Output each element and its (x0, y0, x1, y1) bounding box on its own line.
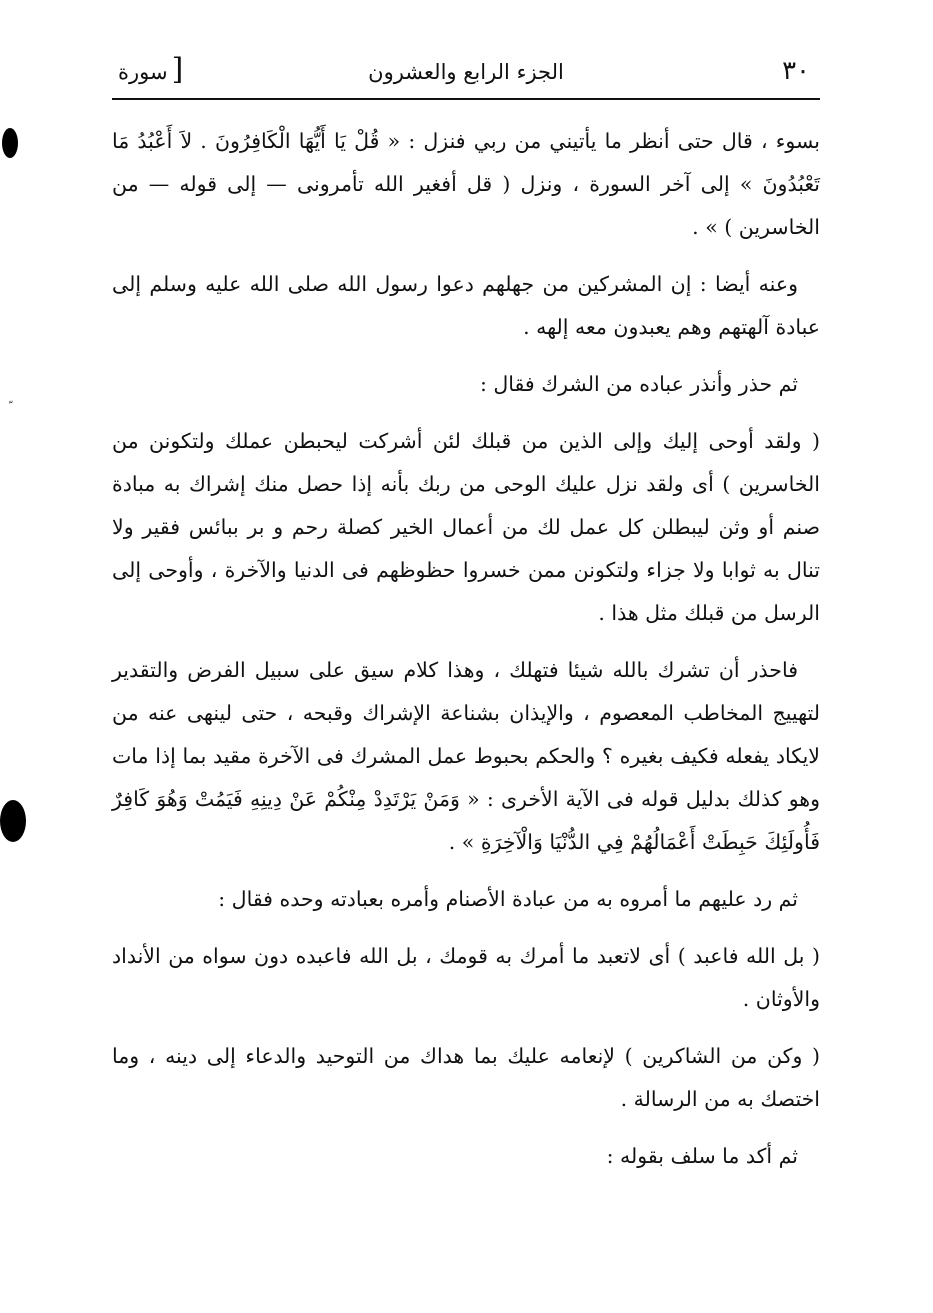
page-header (112, 50, 820, 100)
paragraph: ثم رد عليهم ما أمروه به من عبادة الأصنام وأمره بعبادته وحده فقال : (218, 887, 798, 911)
paragraph: ( وكن من الشاكرين ) لإنعامه عليك بما هداك من التوحيد والدعاء إلى دينه ، وما اختصك به من الرسالة . (112, 1044, 820, 1111)
surah-label: سورة (118, 60, 168, 84)
paragraph: ثم أكد ما سلف بقوله : (606, 1144, 798, 1168)
paragraph: وعنه أيضا : إن المشركين من جهلهم دعوا رسول الله صلى الله عليه وسلم إلى عبادة آلهتهم وهم يعبدون معه إلهه . (112, 272, 820, 339)
ink-blot-top (2, 128, 18, 158)
paragraph: بسوء ، قال حتى أنظر ما يأتيني من ربي فنزل : « قُلْ يَا أَيُّهَا الْكَافِرُونَ . لاَ أَعْبُدُ مَا تَعْبُدُونَ » إلى آخر السورة ، ونزل ( قل أفغير الله تأمرونى — إلى قوله — من الخاسرين ) » . (112, 129, 820, 239)
part-title: الجزء الرابع والعشرون (368, 60, 564, 84)
paragraph: ( بل الله فاعبد ) أى لاتعبد ما أمرك به قومك ، بل الله فاعبده دون سواه من الأنداد والأوثان . (112, 944, 820, 1011)
page-body (112, 120, 820, 1192)
surah-label-wrap (118, 52, 184, 87)
page-number: ٣٠ (782, 56, 810, 86)
bracket-glyph: [ (171, 52, 184, 87)
paragraph: ثم حذر وأنذر عباده من الشرك فقال : (479, 372, 798, 396)
paragraph: فاحذر أن تشرك بالله شيئا فتهلك ، وهذا كلام سيق على سبيل الفرض والتقدير لتهييج المخاطب المعصوم ، والإيذان بشناعة الإشراك وقبحه ، حتى لينهى عنه من لايكاد يفعله فكيف بغيره ؟ والحكم بحبوط عمل المشرك فى الآخرة مقيد بما إذا مات وهو كذلك بدليل قوله فى الآية الأخرى : « وَمَنْ يَرْتَدِدْ مِنْكُمْ عَنْ دِينِهِ فَيَمُتْ وَهُوَ كَافِرٌ فَأُولَئِكَ حَبِطَتْ أَعْمَالُهُمْ فِي الدُّنْيَا وَالْآخِرَةِ » . (112, 658, 820, 854)
paragraph: ( ولقد أوحى إليك وإلى الذين من قبلك لئن أشركت ليحبطن عملك ولتكونن من الخاسرين ) أى ولقد نزل عليك الوحى من ربك بأنه إذا حصل منك إشراك به مبادة صنم أو وثن ليبطلن كل عمل لك من أعمال الخير كصلة رحم و بر ببائس فقير ولا تنال به ثوابا ولا جزاء ولتكونن ممن خسروا حظوظهم فى الدنيا والآخرة ، وأوحى إلى الرسل من قبلك مثل هذا . (112, 429, 820, 625)
ink-blot-middle (0, 800, 26, 842)
